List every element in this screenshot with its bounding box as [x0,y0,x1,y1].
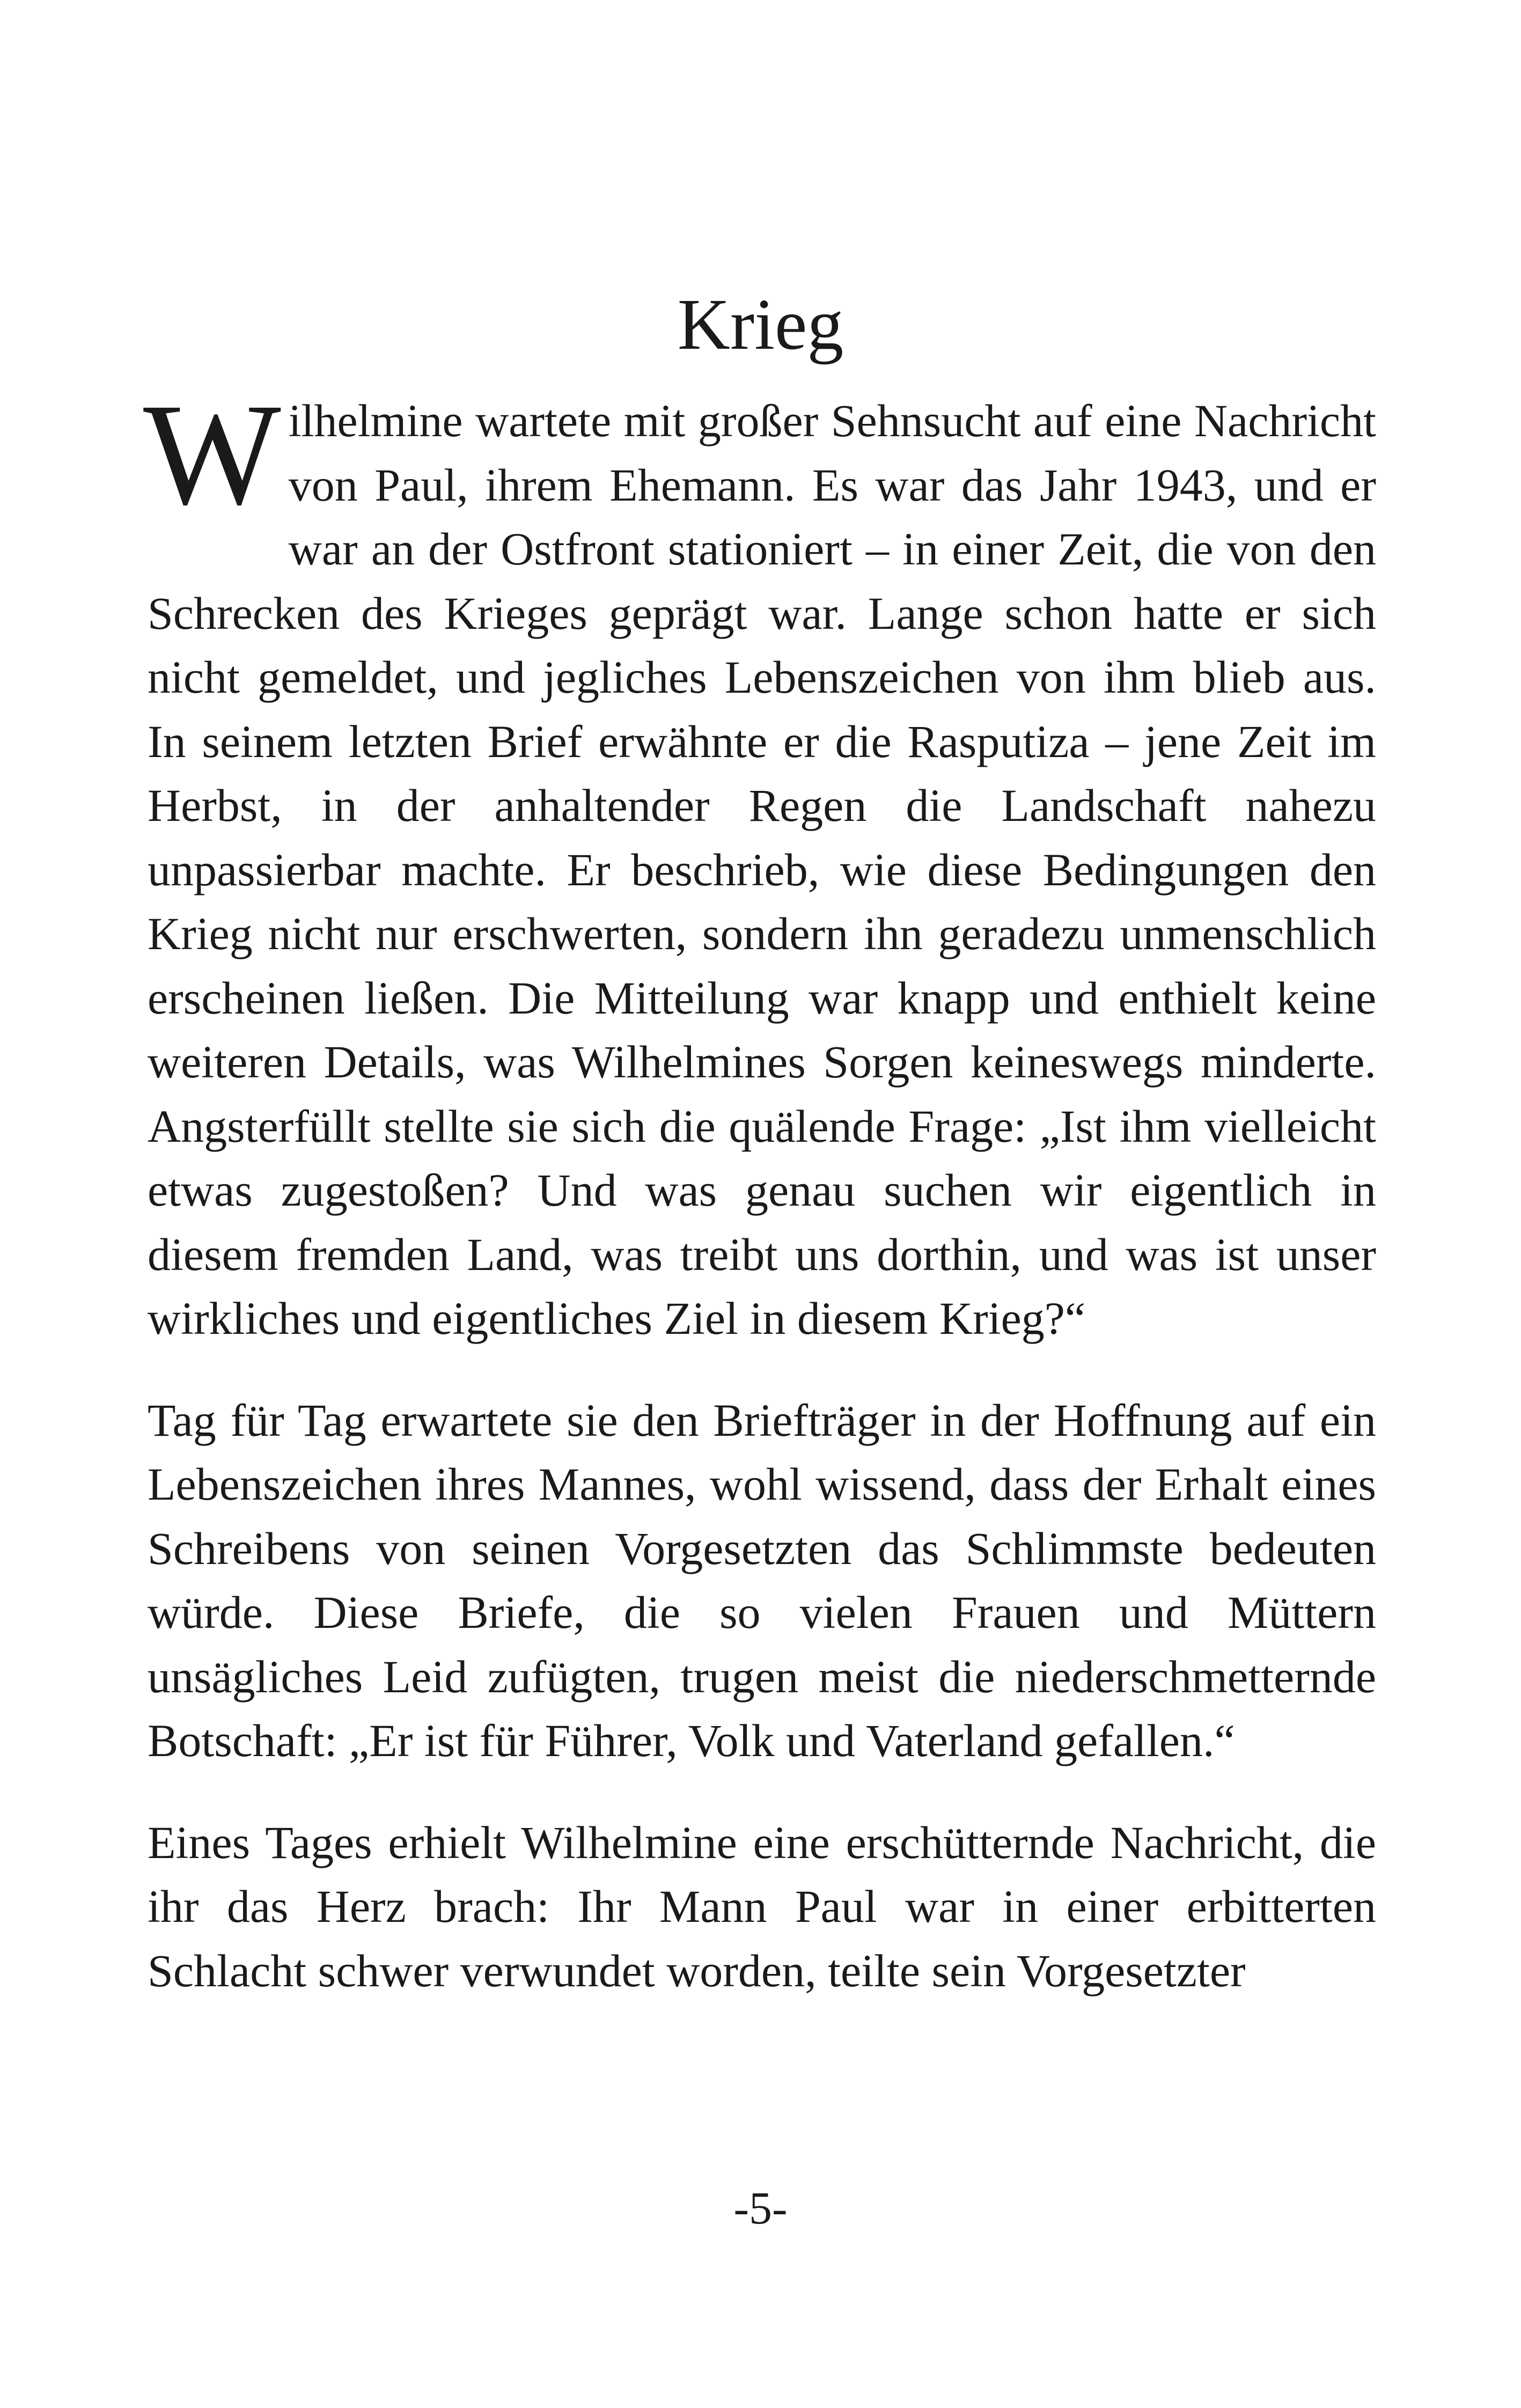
paragraph [148,1811,1376,2003]
body-text [143,373,1376,2003]
paragraph-text: Eines Tages erhielt Wilhelmine eine erschütternde Nachricht, die ihr das Herz brach: Ihr Mann Paul war in einer erbitterten Schlacht schwer verwundet worden, teilte sein Vorgesetzter [148,1816,1376,1996]
paragraph [148,1389,1376,1773]
page-number: -5- [733,2182,788,2234]
chapter-title: Krieg [677,284,844,365]
paragraph-text: ilhelmine wartete mit großer Sehnsucht auf eine Nachricht von Paul, ihrem Ehemann. Es war das Jahr 1943, und er war an der Ostfront stationiert – in einer Zeit, die von den Schrecken des Krieges geprägt war. Lange schon hatte er sich nicht gemeldet, und jegliches Lebenszeichen von ihm blieb aus. In seinem letzten Brief erwähnte er die Rasputiza – jene Zeit im Herbst, in der anhaltender Regen die Landschaft nahezu unpassierbar machte. Er beschrieb, wie diese Bedingungen den Krieg nicht nur erschwerten, sondern ihn geradezu unmenschlich erscheinen ließen. Die Mitteilung war knapp und enthielt keine weiteren Details, was Wilhelmines Sorgen keineswegs minderte. Angsterfüllt stellte sie sich die quälende Frage: „Ist ihm vielleicht etwas zugestoßen? Und was genau suchen wir eigentlich in diesem fremden Land, was treibt uns dorthin, und was ist unser wirkliches und eigentliches Ziel in diesem Krieg?“ [148,395,1376,1344]
drop-cap: W [143,373,281,535]
paragraph-text: Tag für Tag erwartete sie den Briefträger in der Hoffnung auf ein Lebenszeichen ihres Mannes, wohl wissend, dass der Erhalt eines Schreibens von seinen Vorgesetzten das Schlimmste bedeuten würde. Diese Briefe, die so vielen Frauen und Müttern unsägliches Leid zufügten, trugen meist die niederschmetternde Botschaft: „Er ist für Führer, Volk und Vaterland gefallen.“ [148,1394,1376,1766]
paragraph [143,373,1376,1351]
